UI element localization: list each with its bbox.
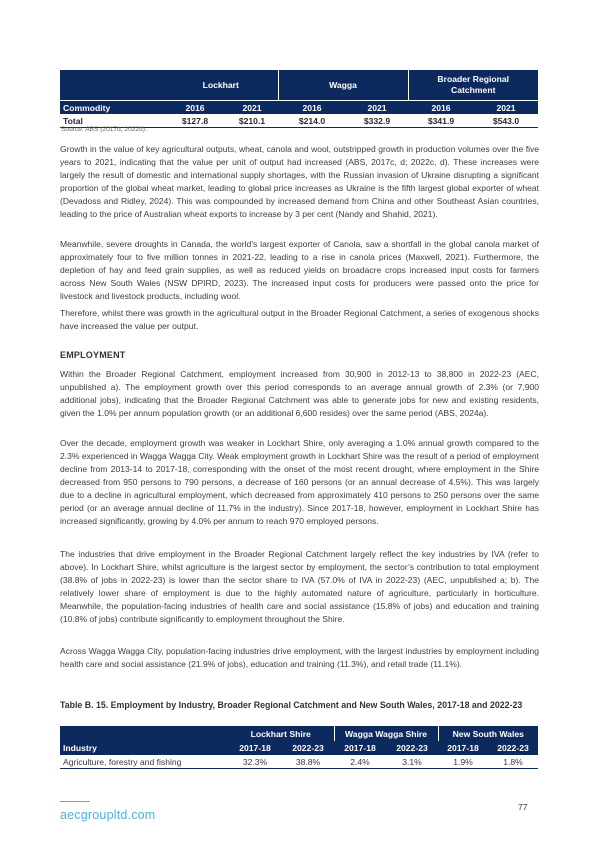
table-cell: 32.3% [228,755,282,769]
column-header: 2022-23 [282,741,334,755]
group-header: New South Wales [438,726,538,741]
table-cell: $127.8 [164,114,226,128]
column-header: 2016 [164,101,226,115]
column-header: 2017-18 [438,741,488,755]
employment-by-industry-table [60,726,538,769]
body-paragraph: The industries that drive employment in the Broader Regional Catchment largely reflect the key industries by IVA (refer to above). In Lockhart Shire, whilst agriculture is the largest sector by employment, the sector’s contribution to total employment (38.8% of jobs in 2022-23) is lower than the sector share to IVA (57.0% of IVA in 2022-23) (AEC, unpublished a; b). The relatively lower share of employment is due to the highly automated nature of agriculture, particularly in horticulture. Meanwhile, the population-facing industries of health care and social assistance (15.8% of jobs) and education and training (10.8% of jobs) contribute significantly to employment throughout the Shire. [60,549,539,624]
table-cell: 2.4% [334,755,386,769]
table-column-header [60,101,538,115]
footer-logo[interactable]: aecgroupltd.com [60,808,156,822]
table-cell: $341.9 [408,114,474,128]
table-cell: Agriculture, forestry and fishing [60,755,228,769]
table-cell: $543.0 [474,114,538,128]
table-row [60,755,538,769]
table-cell: 1.8% [488,755,538,769]
table-source: Source: ABS (2017d, 2022d). [61,126,147,133]
table-cell: 38.8% [282,755,334,769]
table-group-header [60,726,538,741]
body-paragraph: Across Wagga Wagga City, population-facing industries drive employment, with the largest industries by employment including health care and social assistance (21.9% of jobs), education and training (11.3%), and retail trade (11.1%). [60,646,539,669]
group-header: Lockhart Shire [228,726,334,741]
footer-rule [60,801,90,802]
body-paragraph: Therefore, whilst there was growth in the agricultural output in the Broader Regional Catchment, a series of exogenous shocks have increased the value per output. [60,308,539,331]
column-header: 2017-18 [228,741,282,755]
column-header: 2021 [474,101,538,115]
table-cell: Total [60,114,164,128]
column-header: 2016 [408,101,474,115]
agricultural-output-table [60,70,538,128]
body-paragraph: Growth in the value of key agricultural outputs, wheat, canola and wool, outstripped growth in production volumes over the five years to 2021, indicating that the value per unit of output had increased (ABS, 2017c, d; 2022c, d). These increases were largely the result of domestic and international supply shortages, with the Russian invasion of Ukraine disrupting a significant proportion of the global wheat market, leading to global price increases as Ukraine is the fifth largest global exporter of wheat (Devadoss and Ridley, 2024). This was compounded by increased demand from China and other Southeast Asian countries, leading to the price of Australian wheat exports to increase by 3 per cent (Nandy and Shahid, 2021). [60,144,539,219]
group-header: Wagga Wagga Shire [334,726,438,741]
group-header: Lockhart [164,70,278,101]
table-cell: $214.0 [278,114,346,128]
column-header: Commodity [60,101,164,115]
group-header: Broader Regional Catchment [408,70,538,101]
table-cell: $332.9 [346,114,408,128]
page-number: 77 [518,802,528,812]
table-cell: 3.1% [386,755,438,769]
table-column-header [60,741,538,755]
group-header: Wagga [278,70,408,101]
body-paragraph: Meanwhile, severe droughts in Canada, the world’s largest exporter of Canola, saw a shortfall in the global canola market of approximately four to five million tonnes in 2021-22, leading to a rise in canola prices (Maxwell, 2021). Furthermore, the depletion of hay and feed grain supplies, as well as reduced yields on broadacre crops increased input costs for farmers across New South Wales (NSW DPIRD, 2023). The increased input costs for producers were passed onto the price for livestock and livestock products, including wool. [60,239,539,301]
body-paragraph: Over the decade, employment growth was weaker in Lockhart Shire, only averaging a 1.0% annual growth compared to the 2.3% experienced in Wagga Wagga City. Weak employment growth in Lockhart Shire was the result of a period of employment decline from 2013-14 to 2017-18, corresponding with the onset of the most recent drought, where employment in the Shire decreased from 950 persons to 790 persons, a decrease of 160 persons (or an annual decrease of 4.5%). This was largely due to a decline in agricultural employment, which decreased from approximately 410 persons to 250 persons over the same period (or an average annual decline of 11.7% in the industry). Since 2017-18, however, employment in Lockhart Shire has increased significantly, growing by 4.0% per annum to reach 970 employed persons. [60,438,539,526]
column-header: 2022-23 [386,741,438,755]
column-header: 2016 [278,101,346,115]
section-heading: EMPLOYMENT [60,350,126,360]
table-cell: $210.1 [226,114,278,128]
column-header: 2017-18 [334,741,386,755]
table-group-header [60,70,538,101]
column-header: 2021 [346,101,408,115]
body-paragraph: Within the Broader Regional Catchment, employment increased from 30,900 in 2012-13 to 38,800 in 2022-23 (AEC, unpublished a). The employment growth over this period corresponds to an average annual growth of 2.3% (or 7,900 additional jobs), indicating that the Broader Regional Catchment was able to generate jobs for new and existing residents, given the 1.0% per annum population growth (or an additional 6,600 resides) over the same period (ABS, 2024a). [60,369,539,418]
column-header: 2022-23 [488,741,538,755]
column-header: Industry [60,741,228,755]
table-caption: Table B. 15. Employment by Industry, Broader Regional Catchment and New South Wales, 2017-18 and 2022-23 [60,700,523,710]
column-header: 2021 [226,101,278,115]
table-cell: 1.9% [438,755,488,769]
